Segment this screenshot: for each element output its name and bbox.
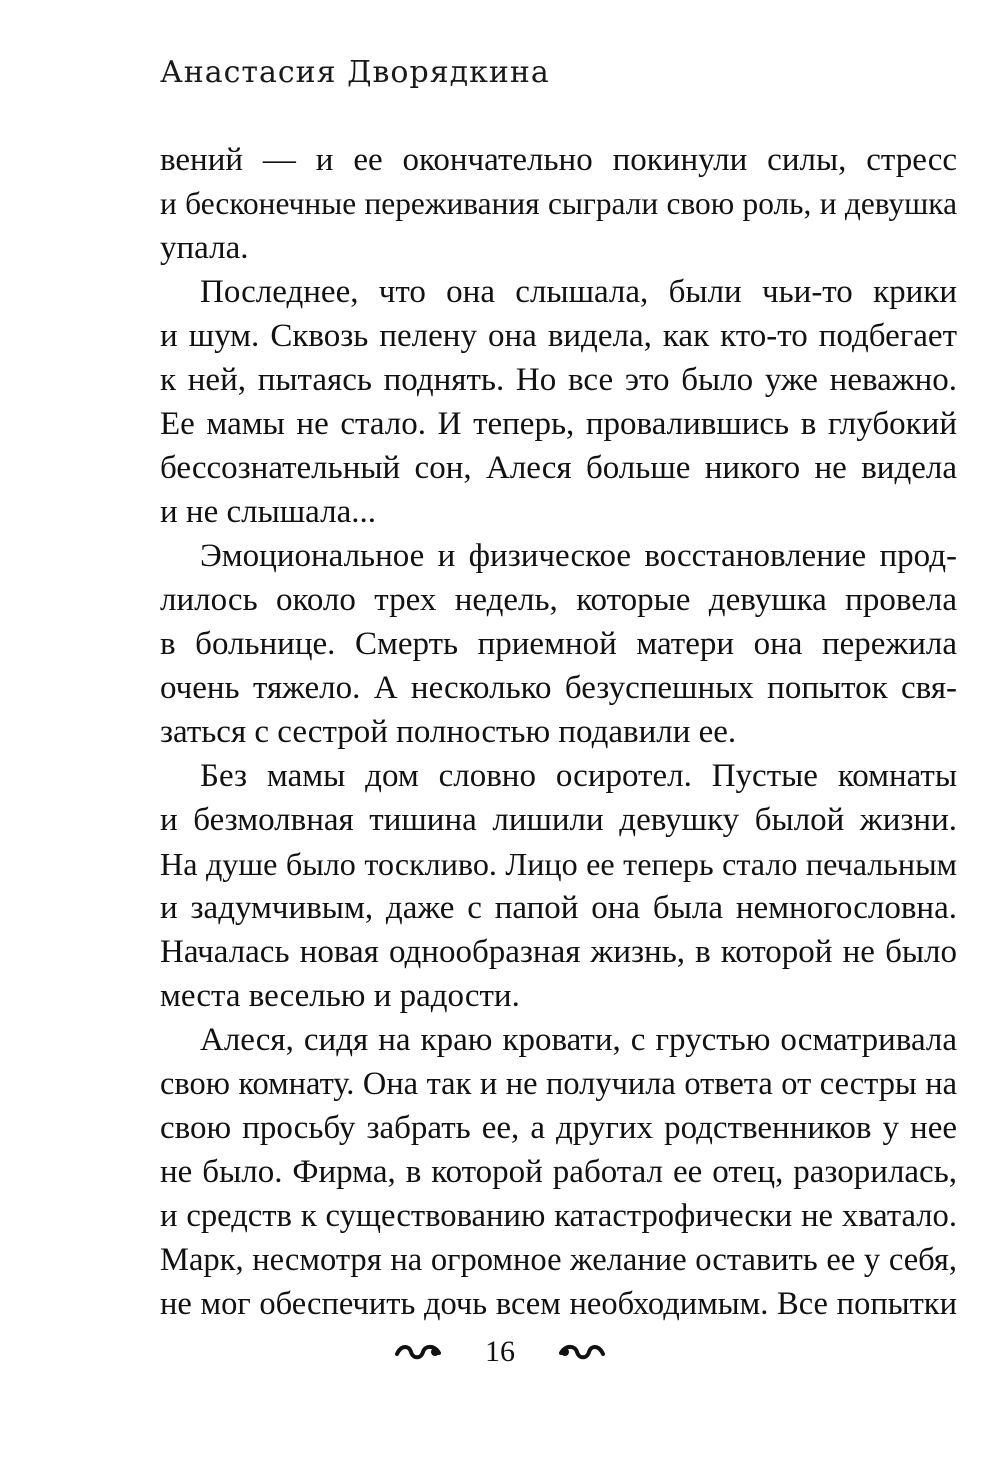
text-line: свою комнату. Она так и не получила ответа от сестры на (160, 1066, 957, 1102)
text-line: Без мамы дом словно осиротел. Пустые комнаты (200, 758, 957, 794)
text-line: заться с сестрой полностью подавили ее. (160, 714, 737, 750)
flourish-left-icon (395, 1341, 441, 1363)
text-line: и задумчивым, даже с папой она была немногословна. (160, 890, 957, 926)
text-line: Последнее, что она слышала, были чьи-то крики (200, 274, 957, 310)
text-line: к ней, пытаясь поднять. Но все это было уже неважно. (160, 362, 957, 398)
text-line: и средств к существованию катастрофически не хватало. (160, 1198, 957, 1234)
running-header-author: Анастасия Дворядкина (160, 55, 550, 90)
paragraph (160, 270, 957, 534)
text-line: и безмолвная тишина лишили девушку былой жизни. (160, 802, 957, 838)
text-line: Марк, несмотря на огромное желание оставить ее у себя, (160, 1242, 957, 1278)
body-text (160, 138, 957, 1326)
paragraph (160, 138, 957, 270)
text-line: Алеся, сидя на краю кровати, с грустью осматривала (200, 1022, 957, 1058)
text-line: На душе было тоскливо. Лицо ее теперь стало печальным (160, 846, 957, 882)
text-line: в больнице. Смерть приемной матери она пережила (160, 626, 957, 662)
page-number: 16 (485, 1335, 515, 1368)
paragraph (160, 1018, 957, 1326)
text-line: свою просьбу забрать ее, а других родственников у нее (160, 1110, 957, 1146)
text-line: и бесконечные переживания сыграли свою роль, и девушка (160, 186, 957, 221)
text-line: Ее мамы не стало. И теперь, провалившись в глубокий (160, 406, 957, 442)
text-line: и не слышала... (160, 494, 376, 530)
text-line: и шум. Сквозь пелену она видела, как кто-то подбегает (160, 318, 957, 354)
text-line: не было. Фирма, в которой работал ее отец, разорилась, (160, 1154, 957, 1190)
text-line: Эмоциональное и физическое восстановление прод- (200, 538, 957, 574)
page-footer (0, 1330, 1000, 1374)
flourish-right-icon (559, 1341, 605, 1363)
paragraph (160, 754, 957, 1018)
text-line: упала. (160, 230, 249, 266)
paragraph (160, 534, 957, 754)
text-line: лилось около трех недель, которые девушка провела (160, 582, 957, 618)
text-line: вений — и ее окончательно покинули силы, стресс (160, 142, 957, 178)
text-line: бессознательный сон, Алеся больше никого не видела (160, 450, 957, 486)
text-line: очень тяжело. А несколько безуспешных попыток свя- (160, 670, 957, 706)
text-line: места веселью и радости. (160, 978, 520, 1014)
text-line: не мог обеспечить дочь всем необходимым. Все попытки (160, 1286, 957, 1322)
text-line: Началась новая однообразная жизнь, в которой не было (160, 934, 957, 970)
